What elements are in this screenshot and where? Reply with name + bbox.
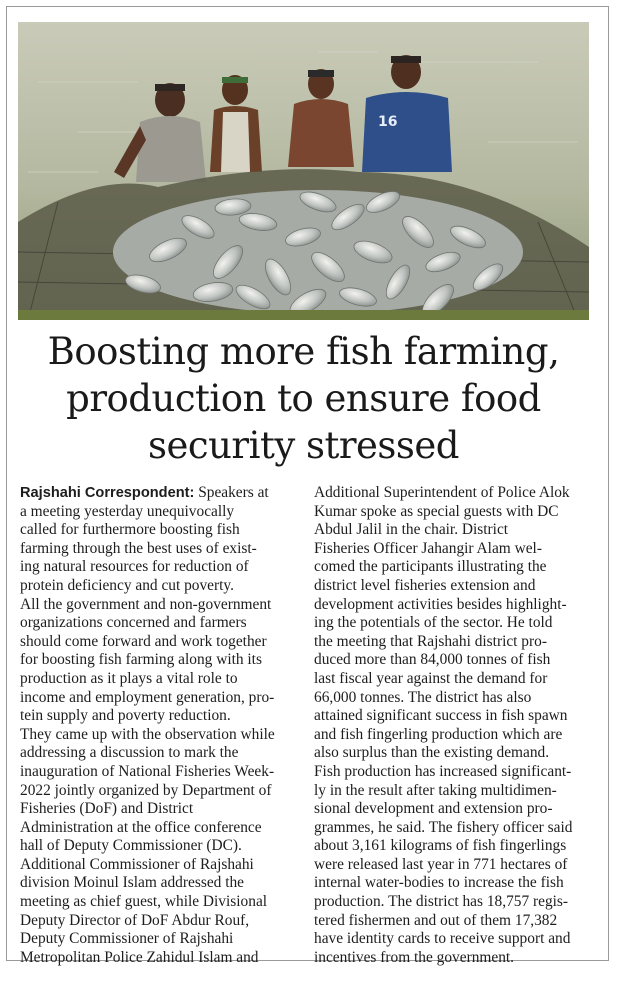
column-line: called for furthermore boosting fish	[20, 521, 240, 539]
column-line: tein supply and poverty reduction.	[20, 707, 231, 725]
article-column-left	[20, 484, 302, 967]
column-line: for boosting fish farming along with its	[20, 651, 262, 669]
headline-line: security stressed	[148, 424, 459, 467]
article-headline	[14, 328, 593, 469]
headline-line: production to ensure food	[66, 377, 541, 420]
column-line: Kumar spoke as special guests with DC	[314, 502, 559, 520]
column-line: hall of Deputy Commissioner (DC).	[20, 837, 242, 855]
column-line: All the government and non-government	[20, 595, 272, 613]
column-line: They came up with the observation while	[20, 725, 275, 743]
column-line: farming through the best uses of exist-	[20, 539, 257, 557]
column-line: development activities besides highlight-	[314, 595, 567, 613]
column-line: were released last year in 771 hectares of	[314, 855, 568, 873]
column-line: district level fisheries extension and	[314, 576, 536, 594]
fish-harvest-photo	[18, 22, 589, 320]
column-line: division Moinul Islam addressed the	[20, 874, 244, 892]
column-line: Administration at the office conference	[20, 818, 262, 836]
column-line: Fisheries (DoF) and District	[20, 800, 194, 818]
column-line: Metropolitan Police Zahidul Islam and	[20, 948, 259, 966]
column-line: ing natural resources for reduction of	[20, 558, 249, 576]
column-line: incentives from the government.	[314, 948, 515, 966]
column-line: grammes, he said. The fishery officer said	[314, 818, 573, 836]
article-photo	[18, 22, 589, 320]
column-line: Additional Superintendent of Police Alok	[314, 484, 570, 501]
column-line: and fish fingerling production which are	[314, 725, 563, 743]
column-line: Additional Commissioner of Rajshahi	[20, 855, 254, 873]
column-line: ing the potentials of the sector. He told	[314, 614, 553, 632]
article-column-right	[314, 484, 596, 967]
column-line: about 3,161 kilograms of fish fingerlings	[314, 837, 567, 855]
dateline: Rajshahi Correspondent:	[20, 485, 195, 501]
column-line: should come forward and work together	[20, 632, 267, 650]
column-line: have identity cards to receive support and	[314, 930, 571, 948]
column-line	[20, 484, 302, 503]
column-line: last fiscal year against the demand for	[314, 669, 548, 687]
column-line: internal water-bodies to increase the fish	[314, 874, 564, 892]
column-line: ly in the result after taking multidimen-	[314, 781, 557, 799]
column-line: sional development and extension pro-	[314, 800, 553, 818]
column-line: a meeting yesterday unequivocally	[20, 502, 235, 520]
column-line: Fish production has increased significant-	[314, 762, 572, 780]
column-line: addressing a discussion to mark the	[20, 744, 239, 762]
column-line: production as it plays a vital role to	[20, 669, 238, 687]
column-line: meeting as chief guest, while Divisional	[20, 893, 268, 911]
column-line: Fisheries Officer Jahangir Alam wel-	[314, 539, 542, 557]
headline-line: Boosting more fish farming,	[47, 330, 560, 373]
grass-bank	[18, 310, 589, 320]
column-line: organizations concerned and farmers	[20, 614, 247, 632]
column-line: Deputy Commissioner of Rajshahi	[20, 930, 234, 948]
column-line-text: Speakers at	[194, 484, 269, 501]
column-line: comed the participants illustrating the	[314, 558, 547, 576]
column-line: inauguration of National Fisheries Week-	[20, 762, 275, 780]
column-line: Abdul Jalil in the chair. District	[314, 521, 509, 539]
column-line: also surplus than the existing demand.	[314, 744, 550, 762]
shirt-number: 16	[378, 114, 398, 130]
column-line: 2022 jointly organized by Department of	[20, 781, 272, 799]
column-line: attained significant success in fish spawn	[314, 707, 568, 725]
column-line: production. The district has 18,757 regis-	[314, 893, 569, 911]
column-line: duced more than 84,000 tonnes of fish	[314, 651, 551, 669]
column-line: protein deficiency and cut poverty.	[20, 576, 234, 594]
column-line: tered fishermen and out of them 17,382	[314, 911, 558, 929]
column-line: Deputy Director of DoF Abdur Rouf,	[20, 911, 250, 929]
column-line: 66,000 tonnes. The district has also	[314, 688, 532, 706]
column-line: income and employment generation, pro-	[20, 688, 275, 706]
column-line: the meeting that Rajshahi district pro-	[314, 632, 547, 650]
